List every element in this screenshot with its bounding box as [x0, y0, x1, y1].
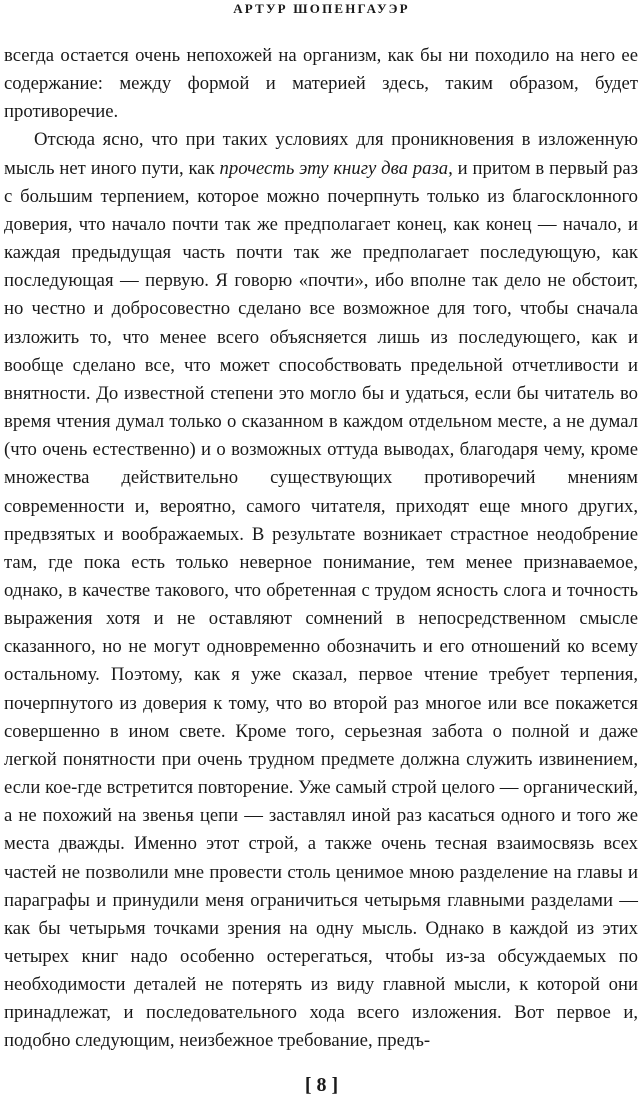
- body-text: [4, 42, 638, 1056]
- page-number: [ 8 ]: [304, 1074, 339, 1096]
- paragraph-2-text-start: Отсюда ясно, что при таких условиях для проникновения в изложенную мысль нет иного пути, как: [4, 129, 638, 179]
- paragraph-2: [4, 126, 638, 1055]
- paragraph-2-italic-phrase: прочесть эту книгу два раза,: [219, 157, 453, 179]
- paragraph-1: всегда остается очень непохожей на организм, как бы ни походило на него ее содержание: между формой и материей здесь, таким образом, будет противоречие.: [4, 45, 638, 123]
- running-title: АРТУР ШОПЕНГАУЭР: [233, 1, 410, 16]
- running-head: [0, 0, 643, 22]
- paragraph-2-text-rest: и притом в первый раз с большим терпением, которое можно почерпнуть только из благосклонного доверия, что начало почти так же предполагает конец, как конец — начало, и каждая предыдущая часть почти так же предполагает последующую, как последующая — первую. Я говорю «почти», ибо вполне так дело не обстоит, но честно и добросовестно сделано все возможное для того, чтобы сначала изложить то, что менее всего объясняется лишь из последующего, как и вообще сделано все, что может способствовать предельной отчетливости и внятности. До известной степени это могло бы и удаться, если бы читатель во время чтения думал только о сказанном в каждом отдельном месте, а не думал (что очень естественно) и о возможных оттуда выводах, благодаря чему, кроме множества действительно существующих противоречий мнениям современности и, вероятно, самого читателя, приходят еще много других, предвзятых и воображаемых. В результате возникает страстное неодобрение там, где пока есть только неверное понимание, тем менее признаваемое, однако, в качестве такового, что обретенная с трудом ясность слога и точность выражения хотя и не оставляют сомнений в непосредственном смысле сказанного, но не могут одновременно обозначить и его отношений ко всему остальному. Поэтому, как я уже сказал, первое чтение требует терпения, почерпнутого из доверия к тому, что во второй раз многое или все покажется совершенно в ином свете. Кроме того, серьезная забота о полной и даже легкой понятности при очень трудном предмете должна служить извинением, если кое-где встретится повторение. Уже самый строй целого — органический, а не похожий на звенья цепи — заставлял иной раз касаться одного и того же места дважды. Именно этот строй, а также очень тесная взаимосвязь всех частей не позволили мне провести столь ценимое мною разделение на главы и параграфы и принудили меня ограничиться четырьмя главными разделами — как бы четырьмя точками зрения на одну мысль. Однако в каждой из этих четырех книг надо особенно остерегаться, чтобы из-за обсуждаемых по необходимости деталей не потерять из виду главной мысли, к которой они принадлежат, и последовательного хода всего изложения. Вот первое и, подобно следующим, неизбежное требование, предъ-: [4, 157, 638, 1052]
